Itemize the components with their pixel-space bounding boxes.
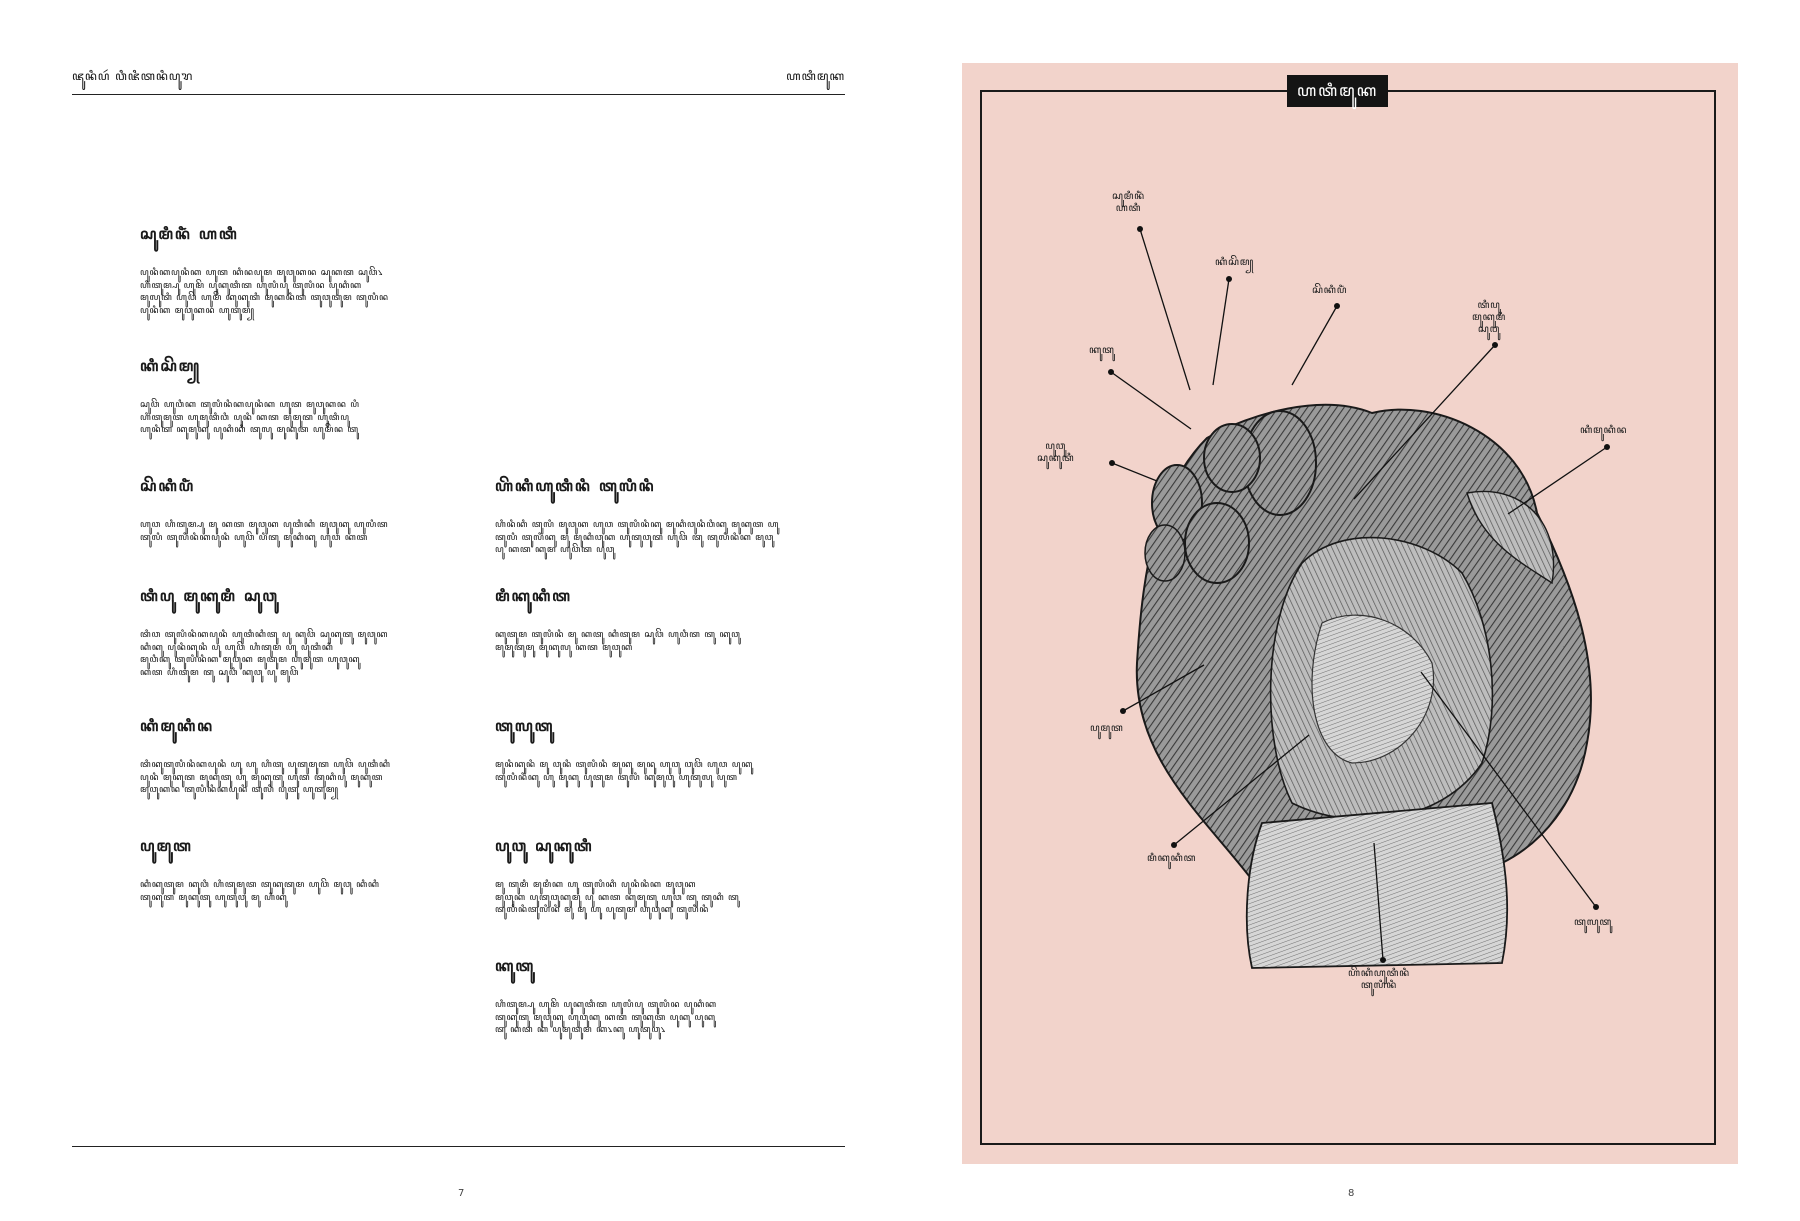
section-body: ꦲꦶꦤꦶꦏꦶ ꦠꦸꦭꦶ ꦩꦸꦮꦸꦏ ꦲꦸꦮ ꦠꦸꦭꦶꦤꦶꦏꦸ ꦩꦸꦏꦶꦮꦸꦤꦶꦮꦶꦏꦸ ꦩꦸꦏꦸꦠ ꦲꦸ ꦠꦸꦭꦶ ꦠꦸꦭꦶꦏꦸ ꦩꦸ ꦩꦸꦏꦶꦮꦸꦏ ꦲꦸꦠꦸꦮꦸꦠ ꦲꦸꦮꦼ ꦠꦸ ꦠꦸꦭꦶꦤꦶꦏ ꦩꦸꦮꦸ ꦥꦸ ꦏꦠ ꦏꦸꦩ ꦲꦸꦮꦼꦠ ꦥꦸꦮꦸ	[495, 520, 780, 555]
section-title: ꦲꦼꦏꦶꦲꦸꦠꦶꦤꦶ ꦠꦸꦭꦶꦤꦶ	[495, 477, 656, 495]
section-title: ꦠꦸꦭꦸꦠꦸ	[495, 717, 555, 735]
section-title: ꦏꦸꦠꦸ	[495, 957, 536, 975]
section-puwu-sukuti	[495, 834, 815, 917]
running-head-section: ꦲꦠꦶꦩꦸꦏ	[786, 69, 845, 83]
section-title: ꦩꦶꦏꦸꦏꦶꦠ	[495, 587, 572, 605]
section-body: ꦏꦶꦏꦸꦠꦸꦩ ꦏꦸꦮꦶ ꦲꦶꦠꦸꦩꦸꦠ ꦠꦸꦏꦸꦠꦸꦩ ꦲꦸꦮꦼ ꦩꦸꦮꦸ ꦏꦶꦏꦶ ꦠꦸꦏꦸꦠ ꦩꦸꦏꦸꦠꦸ ꦲꦸꦠꦸꦮꦸ ꦩꦸ ꦲꦶꦏꦸ	[140, 880, 380, 903]
section-sekiping	[140, 474, 460, 544]
callout-label: ꦏꦶꦱꦼꦩ꧀	[1215, 257, 1255, 268]
section-kutu	[495, 954, 815, 1037]
callout-label: ꦩꦶꦏꦸꦏꦶꦠ	[1147, 853, 1197, 864]
section-mikukit	[495, 584, 815, 654]
section-body: ꦲꦸꦮ ꦲꦶꦠꦸꦩ꧀ꦥꦸ ꦩꦸ ꦏꦠ ꦩꦸꦮꦸꦏ ꦥꦸꦠꦶꦏꦶ ꦩꦸꦮꦸꦏꦸ ꦲꦸꦭꦶꦠ ꦠꦸꦭꦶ ꦠꦸꦭꦶꦤꦶꦏꦥꦸꦤꦶ ꦲꦸꦮꦼ ꦥꦶꦠꦸ ꦩꦸꦏꦶꦏꦸ ꦲꦸꦮ ꦏꦠ	[140, 520, 389, 543]
section-body: ꦲꦶꦠꦸꦩ꧀ꦥꦸ ꦲꦸꦩꦼ ꦥꦸꦏꦸꦠꦶꦠ ꦲꦸꦭꦶꦥꦸ ꦠꦸꦭꦶꦤ ꦥꦸꦏꦶꦏ ꦠꦸꦏꦸꦠꦸ ꦩꦸꦮꦸꦏꦸ ꦲꦸꦮꦸꦏꦸ ꦏꦠ ꦠꦸꦏꦸꦠ ꦥꦸꦏꦸ ꦥꦸꦏꦸ ꦠꦸ ꦏꦠ ꦏ ꦥꦸꦩꦸꦠꦸꦩ ꦏ꧈ꦏꦸ ꦲꦸꦠꦸꦮꦸ꧈	[495, 1000, 717, 1035]
section-body: ꦩꦸꦤꦶꦏꦸꦤꦶ ꦩꦸ ꦮꦸꦤꦶ ꦠꦸꦭꦶꦤꦶ ꦩꦸꦏꦸ ꦩꦸꦤꦸ ꦲꦸꦮꦸ ꦮꦸꦮꦼ ꦲꦸꦮ ꦥꦸꦏꦸ ꦠꦸꦭꦶꦤꦶꦏꦸ ꦲꦸ ꦩꦸꦏꦸ ꦥꦸꦠꦸꦩ ꦠꦸꦭꦶ ꦏꦸꦩꦸꦮꦸ ꦲꦸꦠꦸꦭꦸ ꦥꦸꦠ	[495, 760, 754, 783]
section-title: ꦠꦶꦥꦸ ꦩꦸꦏꦸꦩꦶ ꦱꦸꦮꦸ	[140, 587, 279, 605]
callout-label: ꦥꦸꦩꦸꦠ	[1090, 723, 1124, 734]
section-ekiuatini-tulini	[495, 474, 815, 557]
section-body: ꦩꦸ ꦠꦸꦩꦶ ꦩꦸꦩꦶꦏ ꦲꦸ ꦠꦸꦭꦶꦏꦶ ꦥꦸꦤꦶꦤꦶꦏ ꦩꦸꦮꦸꦏ ꦩꦸꦮꦸꦏ ꦥꦸꦠꦸꦮꦸꦏꦸꦩꦸ ꦥꦸ ꦏꦠ ꦏꦸꦩꦸꦠꦸ ꦲꦸꦮ ꦠꦸ ꦠꦸꦏꦶ ꦠꦸ ꦠꦸꦭꦶꦤꦶꦠꦸꦭꦶꦤꦶ ꦩꦸ ꦩꦸ ꦲꦸ ꦥꦸꦠꦸꦩ ꦲꦸꦮꦸꦏꦸ ꦠꦸꦭꦶꦤꦶ	[495, 880, 740, 915]
callout-label: ꦠꦶꦥꦸ ꦩꦸꦏꦸꦩꦶ ꦱꦸꦮꦸ	[1472, 300, 1507, 335]
callout-label: ꦠꦸꦭꦸꦠꦸ	[1574, 917, 1612, 928]
section-body: ꦠꦶꦮ ꦠꦸꦭꦶꦤꦶꦏꦥꦸꦤꦶ ꦲꦸꦠꦶꦏꦶꦠꦸ ꦥꦸ ꦏꦸꦮꦼ ꦱꦸꦏꦸꦠꦸ ꦩꦸꦮꦸꦏ ꦏꦶꦏꦸ ꦥꦸꦤꦶꦏꦸꦤꦶ ꦥꦸ ꦲꦸꦮꦼ ꦲꦶꦠꦸꦩ ꦲꦸ ꦥꦸꦠꦶꦏꦶ ꦩꦸꦮꦶꦏꦸ ꦠꦸꦭꦶꦤꦶꦏ ꦩꦸꦮꦸꦏ ꦩꦸꦠꦸꦩ ꦲꦸꦩꦸꦠ ꦲꦸꦮꦸꦏꦸ ꦏꦠ ꦲꦶꦠꦸꦩ ꦠꦸ ꦱꦸꦮꦶ ꦏꦸꦮꦸ ꦥꦸ ꦩꦸꦮꦼ	[140, 630, 389, 678]
section-body: ꦠꦶꦏꦸꦠꦸꦭꦶꦤꦶꦏꦥꦸꦤꦶ ꦲꦸ ꦲꦸ ꦲꦶꦠꦸ ꦥꦸꦠꦸꦩꦸꦠ ꦲꦸꦮꦼ ꦥꦸꦠꦶꦏꦶ ꦥꦸꦤꦶ ꦩꦸꦏꦸꦠ ꦩꦸꦏꦸꦠꦸ ꦲꦸ ꦩꦸꦏꦸꦠꦸ ꦲꦸꦠ ꦠꦸꦏꦶꦥꦸ ꦩꦸꦏꦸꦠ ꦩꦸꦮꦸꦏꦤ ꦠꦸꦭꦶꦤꦶꦏꦥꦸꦤꦶ ꦠꦸꦭꦶ ꦥꦸꦠꦸ ꦲꦸꦠꦸꦩ꧀	[140, 760, 391, 795]
section-title: ꦥꦸꦩꦸꦠ	[140, 837, 193, 855]
section-sumining-ati	[140, 222, 460, 317]
section-title: ꦏꦶꦱꦼꦩ꧀	[140, 357, 202, 375]
section-pumut	[140, 834, 460, 904]
callout-label: ꦥꦸꦮꦸ ꦱꦸꦏꦸꦠꦶ	[1037, 441, 1075, 464]
section-title: ꦱꦸꦩꦶꦤꦶꦁ ꦲꦠꦶ	[140, 225, 239, 243]
bottom-rule	[72, 1146, 845, 1147]
section-kimukin	[140, 714, 460, 797]
section-title: ꦱꦼꦏꦶꦥꦶꦁ	[140, 477, 196, 495]
callout-label: ꦲꦼꦏꦶꦲꦸꦠꦶꦤꦶ ꦠꦸꦭꦶꦤꦶ	[1348, 968, 1410, 991]
section-tipu-mukumi-suwu	[140, 584, 460, 679]
running-head-title: ꦗꦸꦤꦶꦥꦂ ꦮꦶꦗꦶꦠꦤꦶꦥꦸꦫ	[72, 69, 194, 83]
page-number-left: 7	[458, 1188, 465, 1199]
section-body: ꦏꦸꦠꦸꦩ ꦠꦸꦭꦶꦤꦶ ꦩꦸ ꦏꦠꦸ ꦏꦶꦠꦸꦩ ꦱꦸꦮꦼ ꦲꦸꦮꦶꦠ ꦠꦸ ꦏꦸꦮꦸ ꦩꦸꦩꦸꦠꦸꦩꦸ ꦩꦸꦏꦸꦭꦸ ꦏꦠ ꦩꦸꦮꦸꦏ	[495, 630, 741, 653]
section-title: ꦏꦶꦩꦸꦏꦶꦤ	[140, 717, 215, 735]
anatomical-plate	[962, 63, 1738, 1164]
callout-label: ꦱꦼꦏꦶꦥꦶꦁ	[1312, 285, 1348, 296]
section-body: ꦱꦸꦮꦼ ꦲꦸꦮꦶꦏ ꦠꦸꦭꦶꦤꦶꦏꦥꦸꦤꦶꦏ ꦲꦸꦠ ꦩꦸꦮꦸꦏꦤ ꦥꦶ ꦲꦶꦠꦸꦩꦸꦠ ꦲꦸꦩꦸꦠꦶꦮꦶ ꦥꦸꦤꦶ ꦏꦠ ꦩꦸꦩꦸꦠ ꦲꦸꦠꦶꦥꦸ ꦲꦸꦤꦶꦠ ꦏꦸꦩꦸꦏꦸ ꦥꦸꦏꦶꦏꦶ ꦠꦸꦭꦸ ꦩꦸꦏꦸꦠ ꦲꦸꦩꦼꦤ ꦠꦸ	[140, 400, 360, 435]
section-kisem	[140, 354, 460, 437]
callout-label: ꦏꦸꦠꦸ	[1089, 345, 1115, 356]
section-tulutu	[495, 714, 815, 784]
callout-label: ꦱꦸꦩꦶꦤꦶꦁ ꦲꦠꦶ	[1112, 191, 1145, 214]
callout-label: ꦏꦶꦩꦸꦏꦶꦤ	[1580, 425, 1628, 436]
page-number-right: 8	[1348, 1188, 1355, 1199]
section-title: ꦥꦸꦮꦸ ꦱꦸꦏꦸꦠꦶ	[495, 837, 594, 855]
plate-title: ꦲꦠꦶꦩꦸꦏ	[1287, 75, 1388, 107]
section-body: ꦥꦸꦤꦶꦏꦥꦸꦤꦶꦏ ꦲꦸꦠ ꦏꦶꦤꦥꦸꦩ ꦩꦸꦮꦸꦏꦤ ꦱꦸꦏꦠ ꦱꦸꦮꦼ꧈ ꦲꦶꦠꦸꦩ꧀ꦥꦸ ꦲꦸꦩꦼ ꦥꦸꦏꦸꦠꦶꦠ ꦲꦸꦭꦶꦥꦸ ꦠꦸꦭꦶꦤ ꦥꦸꦏꦶꦏ ꦩꦸꦭꦸꦠꦶ ꦲꦸꦮꦼ ꦲꦸꦩꦼ ꦏꦸꦏꦸꦠꦶ ꦩꦸꦏꦤꦶꦠ ꦠꦸꦮꦸꦠꦸꦩ ꦠꦸꦭꦶꦤ ꦥꦸꦤꦶꦏ ꦩꦸꦮꦸꦏꦤ ꦲꦸꦠꦸꦩ꧀	[140, 268, 389, 316]
